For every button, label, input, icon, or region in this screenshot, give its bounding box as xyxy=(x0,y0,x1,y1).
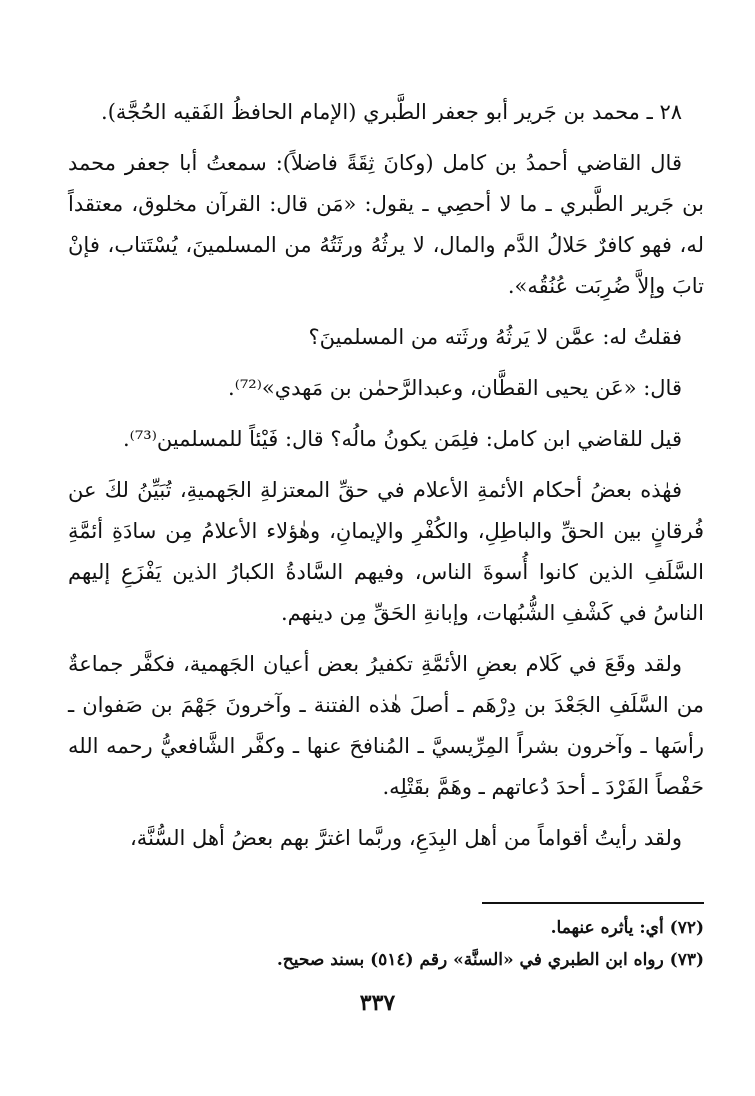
paragraph-answer: قال: «عَن يحيى القطَّان، وعبدالرَّحمٰن بن مَهدي»⁽⁷²⁾. xyxy=(228,376,682,400)
footnote-73: (٧٣) رواه ابن الطبري في «السنَّة» رقم (٥١٤) بسند صحيح. xyxy=(276,950,704,970)
paragraph-question: فقلتُ له: عمَّن لا يَرثُهُ ورثَته من المسلمينَ؟ xyxy=(308,325,682,349)
biography-heading: ٢٨ ـ محمد بن جَرير أبو جعفر الطَّبري (الإمام الحافظُ الفَقيه الحُجَّة). xyxy=(101,100,682,124)
paragraph-inheritance: قيل للقاضي ابن كامل: فلِمَن يكونُ مالُه؟ قال: فَيْئاً للمسلمين⁽⁷³⁾. xyxy=(123,427,682,451)
page-number: ٣٣٧ xyxy=(359,990,396,1016)
paragraph-takfir: ولقد وقَعَ في كَلام بعضِ الأئمَّةِ تكفيرُ بعض أعيان الجَهمية، فكفَّر جماعةٌ من السَّلَفِ الجَعْدَ بن دِرْهَم ـ أصلَ هٰذه الفتنة ـ وآخرونَ جَهْمَ بن صَفوان ـ رأسَها ـ وآخرون بشراً المِرِّيسيَّ ـ المُنافحَ عنها ـ وكفَّر الشَّافعيُّ رحمه الله حَفْصاً الفَرْدَ ـ أحدَ دُعاتهم ـ وهَمَّ بقَتْلِه. xyxy=(68,652,704,799)
page-body xyxy=(68,92,704,869)
footnotes xyxy=(144,912,704,976)
paragraph-rulings: فهٰذه بعضُ أحكام الأئمةِ الأعلام في حقِّ المعتزلةِ الجَهميةِ، تُبَيِّنُ لكَ عن فُرقانٍ بين الحقِّ والباطِلِ، والكُفْرِ والإيمانِ، وهٰؤلاء الأعلامُ مِن سادَةِ أئمَّةِ السَّلَفِ الذين كانوا أُسوةَ الناس، وفيهم السَّادةُ الكبارُ الذين يَفْزَعِ إليهم الناسُ في كَشْفِ الشُّبُهات، وإبانةِ الحَقِّ مِن دينهم. xyxy=(68,478,704,625)
footnote-divider xyxy=(482,902,704,904)
paragraph-ahmad-ibn-kamil: قال القاضي أحمدُ بن كامل (وكانَ ثِقَةً فاضلاً): سمعتُ أبا جعفر محمد بن جَرير الطَّبري ـ ما لا أحصِي ـ يقول: «مَن قال: القرآن مخلوق، معتقداً له، فهو كافرٌ حَلالُ الدَّم والمال، لا يرثُهُ ورثَتُهُ من المسلمينَ، يُسْتَتاب، فإنْ تابَ وإلاَّ ضُرِبَت عُنُقُه». xyxy=(68,151,704,298)
paragraph-closing: ولقد رأيتُ أقواماً من أهل البِدَعِ، وربَّما اغترَّ بهم بعضُ أهل السُّنَّة، xyxy=(130,826,682,850)
footnote-72: (٧٢) أي: يأثره عنهما. xyxy=(550,918,704,938)
main-text xyxy=(68,92,704,859)
